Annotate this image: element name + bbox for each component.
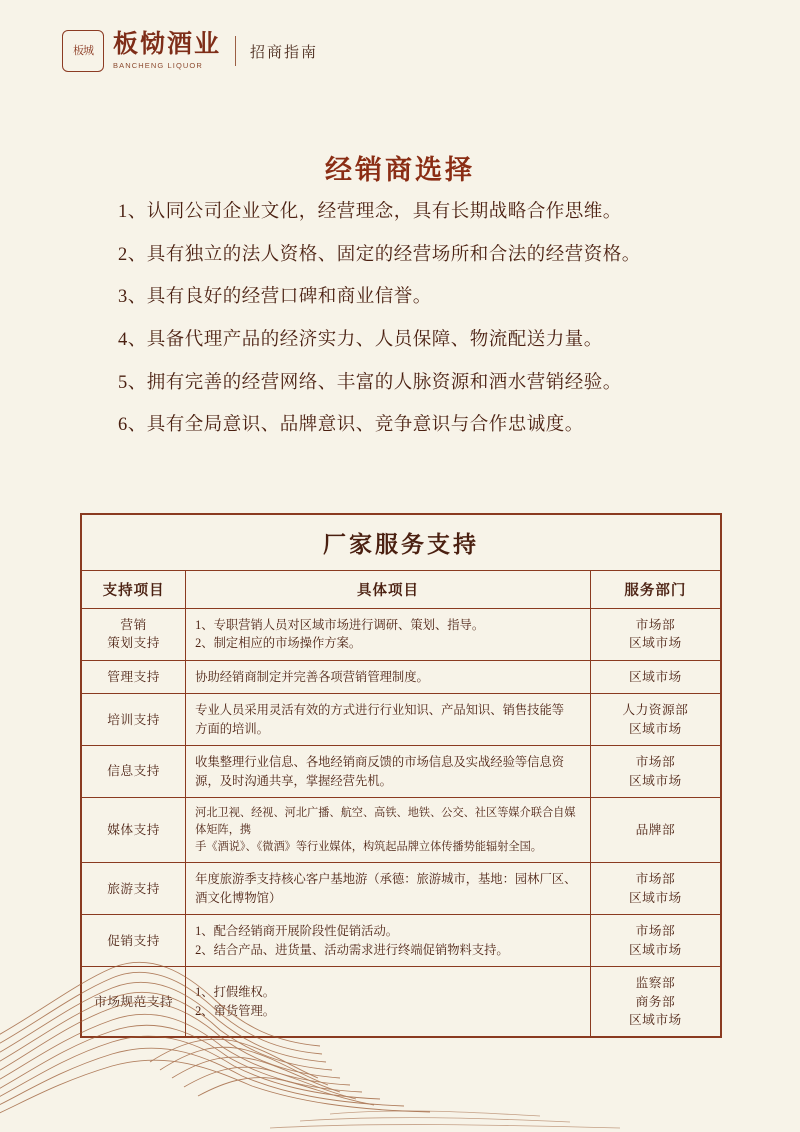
table-row xyxy=(82,660,721,693)
page-header xyxy=(62,28,318,74)
row-item xyxy=(82,694,186,746)
row-dept-line: 区域市场 xyxy=(629,773,682,788)
row-item-line: 市场规范支持 xyxy=(94,994,174,1009)
row-dept-line: 市场部 xyxy=(635,755,676,770)
row-dept xyxy=(590,694,720,746)
row-item xyxy=(82,967,186,1037)
row-item-line: 信息支持 xyxy=(107,764,160,779)
row-detail xyxy=(186,967,591,1037)
table-title: 厂家服务支持 xyxy=(82,515,721,571)
row-dept-line: 市场部 xyxy=(635,618,676,633)
row-dept-line: 市场部 xyxy=(635,924,676,939)
table-row xyxy=(82,609,721,661)
row-detail xyxy=(186,660,591,693)
row-dept-line: 区域市场 xyxy=(629,890,682,905)
list-item: 5、拥有完善的经营网络、丰富的人脉资源和酒水营销经验。 xyxy=(118,372,622,393)
row-detail xyxy=(186,915,591,967)
table-header-row xyxy=(82,571,721,609)
row-detail-line: 年度旅游季支持核心客户基地游（承德：旅游城市，基地：园林厂区、 xyxy=(195,872,577,887)
row-detail-line: 2、窜货管理。 xyxy=(195,1003,276,1018)
row-item xyxy=(82,863,186,915)
row-item xyxy=(82,609,186,661)
row-item-line: 旅游支持 xyxy=(107,881,160,896)
row-item xyxy=(82,915,186,967)
row-dept xyxy=(590,967,720,1037)
row-detail-line: 源，及时沟通共享，掌握经营先机。 xyxy=(195,773,392,788)
row-detail-line: 手《酒说》、《微酒》等行业媒体，构筑起品牌立体传播势能辐射全国。 xyxy=(195,840,542,853)
table-title-row xyxy=(82,515,721,571)
brand-name-en: BANCHENG LIQUOR xyxy=(113,60,203,70)
support-table-container xyxy=(80,513,722,1038)
row-dept xyxy=(590,798,720,863)
row-item-line: 营销 xyxy=(120,618,147,633)
list-item: 1、认同公司企业文化，经营理念，具有长期战略合作思维。 xyxy=(118,202,622,222)
row-item-line: 培训支持 xyxy=(107,712,160,727)
column-header-dept: 服务部门 xyxy=(590,571,720,609)
row-item-line: 促销支持 xyxy=(107,933,160,948)
row-detail xyxy=(186,863,591,915)
support-table xyxy=(81,514,721,1037)
brand-name-cn: 板恸酒业 xyxy=(113,31,222,59)
row-detail xyxy=(186,609,591,661)
column-header-detail: 具体项目 xyxy=(186,571,591,609)
row-detail-line: 专业人员采用灵活有效的方式进行行业知识、产品知识、销售技能等 xyxy=(195,703,565,718)
row-item xyxy=(82,660,186,693)
brand-seal-icon xyxy=(62,30,104,72)
row-dept xyxy=(590,915,720,967)
header-subtitle: 招商指南 xyxy=(250,44,319,61)
table-row xyxy=(82,967,721,1037)
row-detail-line: 河北卫视、经视、河北广播、航空、高铁、地铁、公交、社区等媒介联合自媒体矩阵，携 xyxy=(195,807,576,836)
list-item: 3、具有良好的经营口碑和商业信誉。 xyxy=(118,287,432,308)
row-dept xyxy=(590,609,720,661)
row-detail-line: 协助经销商制定并完善各项营销管理制度。 xyxy=(195,669,429,684)
row-detail-line: 收集整理行业信息、各地经销商反馈的市场信息及实战经验等信息资 xyxy=(195,755,565,770)
row-dept-line: 区域市场 xyxy=(629,669,682,684)
row-item xyxy=(82,798,186,863)
row-item-line: 媒体支持 xyxy=(107,823,160,838)
list-item: 6、具有全局意识、品牌意识、竞争意识与合作忠诚度。 xyxy=(118,415,584,436)
row-detail xyxy=(186,694,591,746)
row-detail-line: 2、结合产品、进货量、活动需求进行终端促销物料支持。 xyxy=(195,942,509,957)
row-dept-line: 区域市场 xyxy=(629,721,682,736)
table-row xyxy=(82,863,721,915)
page-title: 经销商选择 xyxy=(325,155,475,185)
row-item xyxy=(82,746,186,798)
row-dept-line: 品牌部 xyxy=(635,823,676,838)
brand-logo xyxy=(113,32,221,69)
row-detail xyxy=(186,798,591,863)
row-detail-line: 1、配合经销商开展阶段性促销活动。 xyxy=(195,924,399,939)
row-dept-line: 人力资源部 xyxy=(622,703,689,718)
row-dept-line: 区域市场 xyxy=(629,1013,682,1028)
row-detail-line: 2、制定相应的市场操作方案。 xyxy=(195,636,362,651)
row-detail-line: 方面的培训。 xyxy=(195,721,269,736)
table-row xyxy=(82,915,721,967)
column-header-item: 支持项目 xyxy=(82,571,186,609)
row-dept-line: 区域市场 xyxy=(629,636,682,651)
row-detail-line: 酒文化博物馆） xyxy=(195,890,282,905)
table-row xyxy=(82,798,721,863)
row-dept xyxy=(590,660,720,693)
row-dept xyxy=(590,863,720,915)
row-dept xyxy=(590,746,720,798)
row-dept-line: 市场部 xyxy=(635,872,676,887)
row-item-line: 策划支持 xyxy=(107,636,160,651)
row-detail-line: 1、打假维权。 xyxy=(195,985,276,1000)
list-item: 2、具有独立的法人资格、固定的经营场所和合法的经营资格。 xyxy=(118,244,641,265)
list-item: 4、具备代理产品的经济实力、人员保障、物流配送力量。 xyxy=(118,330,603,351)
row-dept-line: 区域市场 xyxy=(629,942,682,957)
row-dept-line: 商务部 xyxy=(635,994,676,1009)
row-detail-line: 1、专职营销人员对区域市场进行调研、策划、指导。 xyxy=(195,618,485,632)
row-dept-line: 监察部 xyxy=(635,976,676,991)
row-detail xyxy=(186,746,591,798)
table-row xyxy=(82,746,721,798)
table-row xyxy=(82,694,721,746)
row-item-line: 管理支持 xyxy=(107,669,160,684)
header-divider xyxy=(235,36,236,66)
brand-seal-text: 板城 xyxy=(73,44,93,57)
dealer-requirement-list xyxy=(118,198,698,454)
